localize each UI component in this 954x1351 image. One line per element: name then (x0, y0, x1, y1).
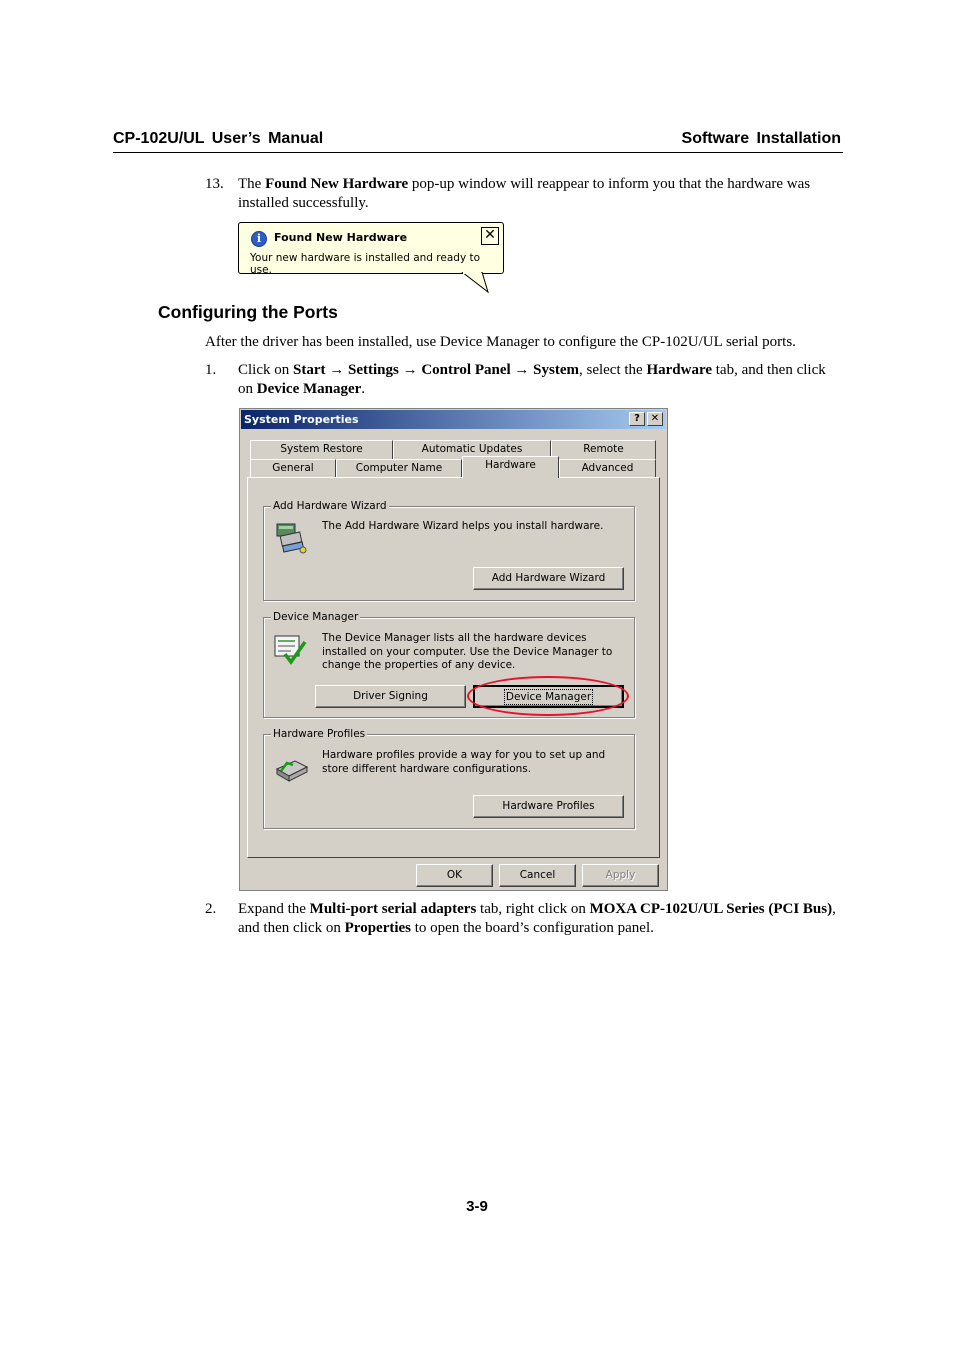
step-1-text: Click on Start → Settings → Control Panel → System, select the Hardware tab, and then click on Device Manager. (238, 362, 826, 397)
found-new-hardware-balloon (238, 222, 504, 274)
close-icon[interactable]: ✕ (481, 227, 499, 245)
device-manager-button[interactable]: Device Manager (473, 685, 624, 708)
group-legend: Hardware Profiles (273, 728, 366, 740)
balloon-message: Your new hardware is installed and ready to use. (250, 252, 481, 276)
help-button[interactable]: ? (629, 412, 645, 426)
group-description: The Add Hardware Wizard helps you install hardware. (322, 520, 604, 532)
tab-hardware[interactable]: Hardware (462, 456, 559, 478)
arrow-icon: → (402, 362, 418, 378)
tab-remote[interactable]: Remote (551, 440, 656, 459)
dialog-titlebar (241, 410, 666, 429)
group-legend: Device Manager (273, 611, 359, 623)
close-button[interactable]: ✕ (647, 412, 663, 426)
page-header (113, 130, 843, 153)
step-2-number: 2. (205, 901, 217, 917)
tab-general[interactable]: General (250, 459, 336, 478)
balloon-tail (458, 272, 490, 294)
tab-system-restore[interactable]: System Restore (250, 440, 393, 459)
arrow-icon: → (514, 362, 530, 378)
section-title: Configuring the Ports (158, 302, 338, 322)
group-description: Hardware profiles provide a way for you to set up and store different hardware configurations. (322, 749, 606, 775)
dialog-title: System Properties (244, 413, 359, 426)
cancel-button[interactable]: Cancel (499, 864, 576, 887)
manual-title: CP-102U/UL User’s Manual (113, 130, 324, 147)
group-description: The Device Manager lists all the hardware devices installed on your computer. Use the Device Manager to change the properties of any device. (322, 632, 613, 671)
hardware-profiles-group (263, 728, 635, 829)
device-manager-icon (273, 632, 309, 668)
hardware-profiles-icon (273, 749, 309, 785)
step-13-text: The Found New Hardware pop-up window will reappear to inform you that the hardware was installed successfully. (238, 176, 811, 211)
page-number: 3-9 (466, 1198, 488, 1215)
system-properties-dialog (239, 408, 668, 891)
intro-text: After the driver has been installed, use Device Manager to configure the CP-102U/UL serial ports. (205, 334, 796, 350)
ok-button[interactable]: OK (416, 864, 493, 887)
apply-button[interactable]: Apply (582, 864, 659, 887)
hardware-wizard-icon (273, 520, 309, 556)
hardware-tab-panel (247, 477, 660, 858)
step-2-text: Expand the Multi-port serial adapters tab, right click on MOXA CP-102U/UL Series (PCI Bus), and then click on Properties to open the board’s configuration panel. (238, 901, 836, 936)
tab-automatic-updates[interactable]: Automatic Updates (393, 440, 551, 459)
balloon-title: Found New Hardware (274, 231, 408, 244)
tab-advanced[interactable]: Advanced (559, 459, 656, 478)
add-hardware-wizard-group (263, 500, 635, 601)
highlight-oval (467, 676, 629, 716)
chapter-title: Software Installation (681, 130, 841, 147)
hardware-profiles-button[interactable]: Hardware Profiles (473, 795, 624, 818)
group-legend: Add Hardware Wizard (273, 500, 387, 512)
step-13-number: 13. (205, 176, 224, 192)
step-1-number: 1. (205, 362, 217, 378)
add-hardware-wizard-button[interactable]: Add Hardware Wizard (473, 567, 624, 590)
driver-signing-button[interactable]: Driver Signing (315, 685, 466, 708)
info-icon: i (251, 231, 267, 247)
tab-computer-name[interactable]: Computer Name (336, 459, 462, 478)
arrow-icon: → (329, 362, 345, 378)
